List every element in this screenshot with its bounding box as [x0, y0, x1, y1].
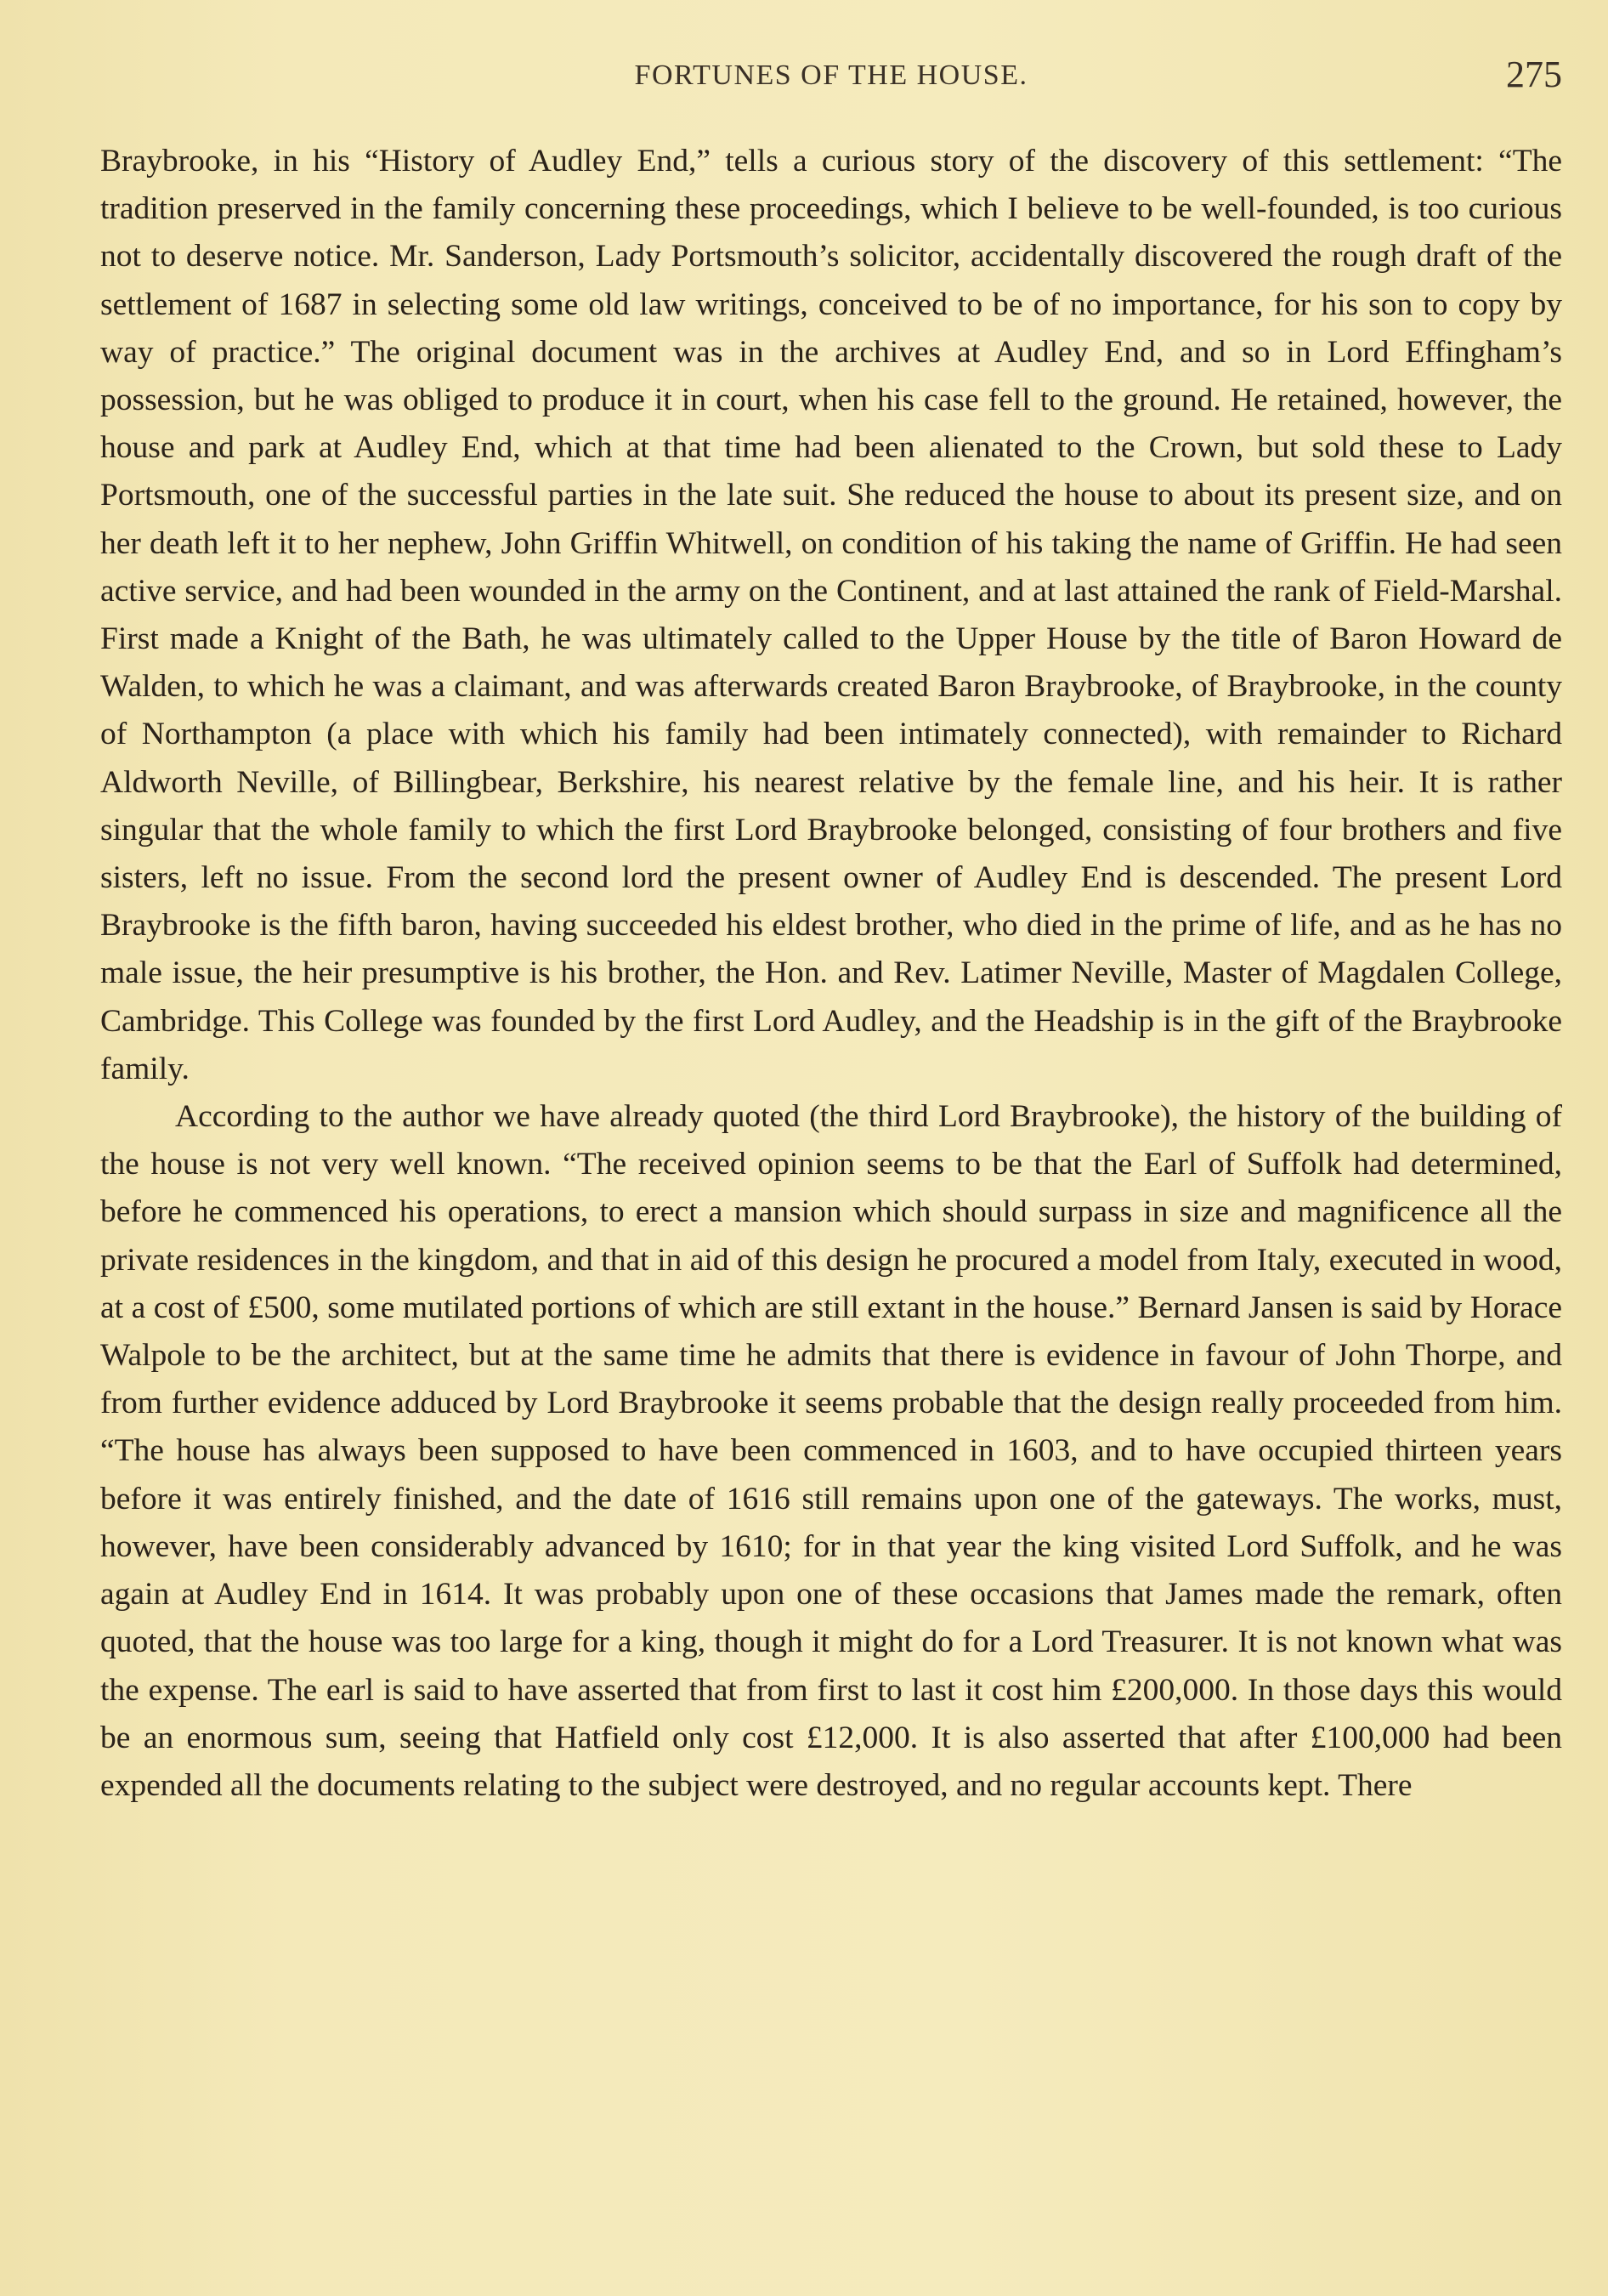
paragraph-2: According to the author we have already quoted (the third Lord Braybrooke), the history of the building of the house is not very well known. “The received opinion seems to be that the Earl of Suffolk had determined, before he commenced his operations, to erect a mansion which should surpass in size and magnificence all the private residences in the kingdom, and that in aid of this design he procured a model from Italy, executed in wood, at a cost of £500, some mutilated portions of which are still extant in the house.” Bernard Jansen is said by Horace Walpole to be the architect, but at the same time he admits that there is evidence in favour of John Thorpe, and from further evidence adduced by Lord Braybrooke it seems probable that the design really proceeded from him. “The house has always been supposed to have been commenced in 1603, and to have occupied thirteen years before it was entirely finished, and the date of 1616 still remains upon one of the gateways. The works, must, however, have been considerably advanced by 1610; for in that year the king visited Lord Suffolk, and he was again at Audley End in 1614. It was probably upon one of these occasions that James made the remark, often quoted, that the house was too large for a king, though it might do for a Lord Treasurer. It is not known what was the expense. The earl is said to have asserted that from first to last it cost him £200,000. In those days this would be an enormous sum, seeing that Hatfield only cost £12,000. It is also asserted that after £100,000 had been expended all the documents relating to the subject were destroyed, and no regular accounts kept. There [100, 1099, 1562, 1803]
running-head-title: FORTUNES OF THE HOUSE. [634, 60, 1028, 91]
page-number: 275 [1506, 54, 1562, 95]
paragraph-1: Braybrooke, in his “History of Audley End,” tells a curious story of the discovery of this settlement: “The tradition preserved in the family concerning these proceedings, which I believe to be well-founded, is too curious not to deserve notice. Mr. Sanderson, Lady Portsmouth’s solicitor, accidentally discovered the rough draft of the settlement of 1687 in selecting some old law writings, conceived to be of no importance, for his son to copy by way of practice.” The original document was in the archives at Audley End, and so in Lord Effingham’s possession, but he was obliged to produce it in court, when his case fell to the ground. He retained, however, the house and park at Audley End, which at that time had been alienated to the Crown, but sold these to Lady Portsmouth, one of the successful parties in the late suit. She reduced the house to about its present size, and on her death left it to her nephew, John Griffin Whitwell, on condition of his taking the name of Griffin. He had seen active service, and had been wounded in the army on the Continent, and at last attained the rank of Field-Marshal. First made a Knight of the Bath, he was ultimately called to the Upper House by the title of Baron Howard de Walden, to which he was a claimant, and was afterwards created Baron Braybrooke, of Braybrooke, in the county of Northampton (a place with which his family had been intimately connected), with remainder to Richard Aldworth Neville, of Billingbear, Berkshire, his nearest relative by the female line, and his heir. It is rather singular that the whole family to which the first Lord Braybrooke belonged, consisting of four brothers and five sisters, left no issue. From the second lord the present owner of Audley End is descended. The present Lord Braybrooke is the fifth baron, having succeeded his eldest brother, who died in the prime of life, and as he has no male issue, the heir presumptive is his brother, the Hon. and Rev. Latimer Neville, Master of Magdalen College, Cambridge. This College was founded by the first Lord Audley, and the Headship is in the gift of the Braybrooke family. [100, 144, 1562, 1086]
running-head [100, 53, 1562, 104]
body-text [100, 138, 1562, 1810]
